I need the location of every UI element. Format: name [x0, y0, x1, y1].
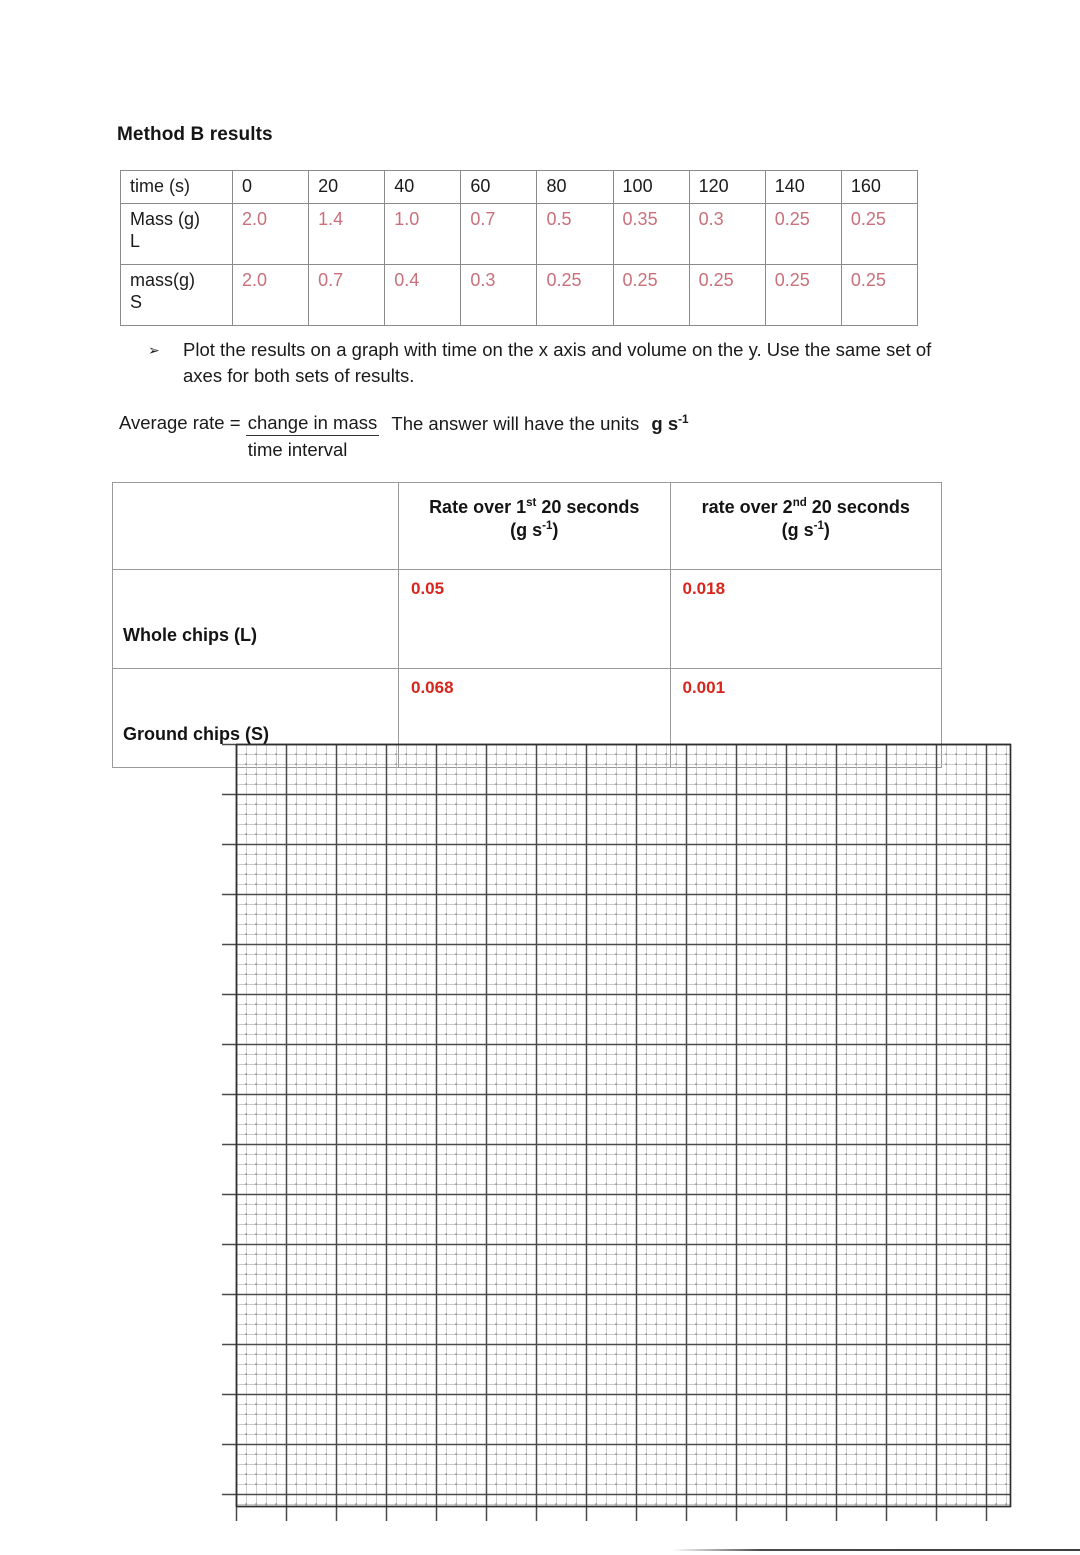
cell-massL-60: 0.7: [461, 204, 537, 265]
header-line2-b: ): [552, 520, 559, 541]
header-line2: [782, 520, 830, 540]
units-exponent: -1: [678, 412, 689, 426]
header-line1-sup: nd: [792, 497, 807, 509]
cell-massS-80: 0.25: [537, 265, 613, 326]
average-rate-formula: [119, 412, 689, 461]
cell-massS-140: 0.25: [765, 265, 841, 326]
header-line1-a: rate over 2: [701, 497, 793, 517]
header-line2-a: (g s: [781, 520, 814, 541]
cell-time-120: 120: [689, 171, 765, 204]
header-line1-a: Rate over 1: [429, 497, 527, 517]
header-line1-b: 20 seconds: [806, 497, 910, 517]
row-label-text: Mass (g): [130, 209, 201, 229]
page-title: Method B results: [117, 124, 273, 145]
method-b-results-table: [120, 170, 918, 326]
cell-massL-80: 0.5: [537, 204, 613, 265]
row-label-subtext: L: [130, 230, 141, 251]
cell-massS-160: 0.25: [841, 265, 917, 326]
header-line2-b: ): [823, 520, 830, 541]
cell-massL-160: 0.25: [841, 204, 917, 265]
row-label-text: mass(g): [130, 270, 196, 290]
table-row: [121, 204, 918, 265]
cell-time-140: 140: [765, 171, 841, 204]
cell-massL-120: 0.3: [689, 204, 765, 265]
cell-massS-120: 0.25: [689, 265, 765, 326]
rate-table-header-first20: [399, 483, 671, 570]
rate-table-header-second20: [670, 483, 942, 570]
table-header-row: [113, 483, 942, 570]
row-header-mass-large: [121, 204, 233, 265]
row-label-subtext: S: [130, 291, 143, 312]
cell-massL-140: 0.25: [765, 204, 841, 265]
table-row: [121, 171, 918, 204]
rate-table-corner-cell: [113, 483, 399, 570]
formula-denominator: time interval: [247, 439, 348, 460]
cell-massS-60: 0.3: [461, 265, 537, 326]
header-line1: [702, 497, 910, 517]
graph-paper: [220, 742, 995, 1505]
formula-units: [651, 413, 688, 434]
cell-massL-40: 1.0: [385, 204, 461, 265]
instruction-text: Plot the results on a graph with time on the x axis and volume on the y. Use the same set of axes for both sets of results.: [183, 339, 932, 387]
header-line1: [429, 497, 639, 517]
cell-massL-0: 2.0: [233, 204, 309, 265]
table-row: [113, 570, 942, 669]
row-header-mass-small: [121, 265, 233, 326]
rate-value-whole-second20: 0.018: [670, 570, 942, 669]
formula-lead-label: Average rate =: [119, 412, 241, 433]
header-line2-a: (g s: [510, 520, 543, 541]
cell-massS-40: 0.4: [385, 265, 461, 326]
cell-time-160: 160: [841, 171, 917, 204]
formula-units-sentence: [391, 412, 688, 435]
cell-massS-100: 0.25: [613, 265, 689, 326]
header-line2: [510, 520, 558, 540]
graph-paper-grid: [220, 742, 1015, 1525]
rate-value-whole-first20: 0.05: [399, 570, 671, 669]
formula-fraction: [246, 412, 380, 461]
cell-time-60: 60: [461, 171, 537, 204]
rate-row-label-ground-chips: Ground chips (S): [113, 669, 399, 768]
cell-massS-20: 0.7: [309, 265, 385, 326]
table-row: [121, 265, 918, 326]
cell-time-0: 0: [233, 171, 309, 204]
cell-massL-20: 1.4: [309, 204, 385, 265]
header-line2-sup: -1: [813, 520, 824, 533]
instruction-bullet: [148, 337, 938, 390]
cell-time-100: 100: [613, 171, 689, 204]
row-label-text: time (s): [130, 176, 190, 196]
units-base: g s: [651, 413, 679, 435]
cell-time-80: 80: [537, 171, 613, 204]
rate-row-label-whole-chips: Whole chips (L): [113, 570, 399, 669]
average-rate-table: [112, 482, 942, 768]
formula-numerator: change in mass: [246, 412, 380, 436]
row-header-time: [121, 171, 233, 204]
rate-value-ground-first20: 0.068: [399, 669, 671, 768]
header-line2-sup: -1: [542, 520, 553, 533]
cell-massL-100: 0.35: [613, 204, 689, 265]
formula-tail-text: The answer will have the units: [391, 413, 640, 435]
header-line1-sup: st: [526, 497, 537, 509]
cell-time-20: 20: [309, 171, 385, 204]
cell-massS-0: 2.0: [233, 265, 309, 326]
cell-time-40: 40: [385, 171, 461, 204]
header-line1-b: 20 seconds: [536, 497, 640, 517]
arrow-bullet-icon: ➢: [148, 342, 160, 358]
rate-value-ground-second20: 0.001: [670, 669, 942, 768]
page-edge-rule: [672, 1549, 1080, 1551]
